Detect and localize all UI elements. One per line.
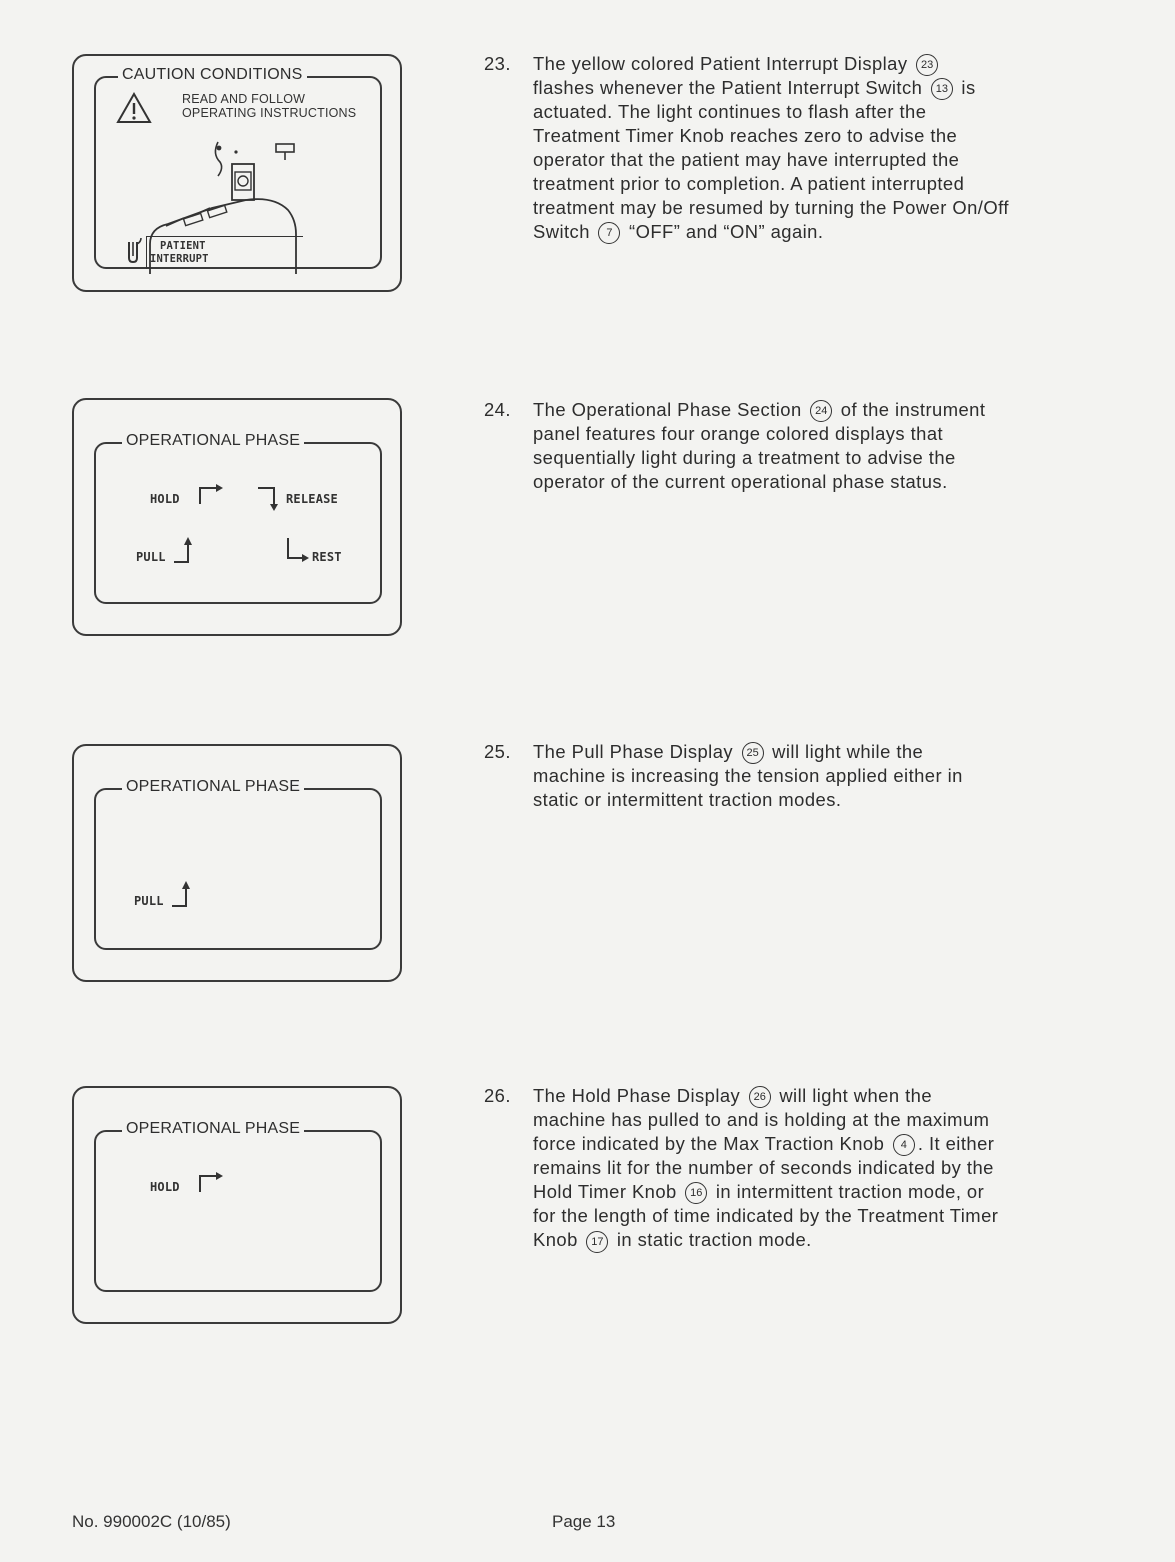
- phase-panel-pull: [72, 744, 402, 982]
- line: The Hold Phase Display: [533, 1085, 741, 1106]
- phase-inner-frame-hold: [94, 1120, 382, 1292]
- line: for the length of time indicated by the Treatment Timer: [533, 1205, 999, 1227]
- paragraph-text: [533, 398, 1093, 494]
- pull-label-only: PULL: [134, 894, 164, 908]
- line: will light while the: [772, 741, 924, 762]
- caution-panel: [72, 54, 402, 292]
- callout-number: 26: [749, 1086, 771, 1108]
- line: will light when the: [779, 1085, 932, 1106]
- line: The yellow colored Patient Interrupt Display: [533, 53, 908, 74]
- rest-arrow-icon: [284, 536, 310, 566]
- interrupt-label: INTERRUPT: [150, 253, 209, 265]
- callout-number: 17: [586, 1231, 608, 1253]
- hold-label-only: HOLD: [150, 1180, 180, 1194]
- line: panel features four orange colored displays that: [533, 423, 944, 445]
- line: Knob: [533, 1229, 578, 1251]
- pull-arrow-icon-only: [170, 880, 194, 912]
- release-label: RELEASE: [286, 492, 338, 506]
- phase-panel-all: [72, 398, 402, 636]
- page-number: Page 13: [552, 1512, 616, 1531]
- paragraph-text: [533, 1084, 1093, 1253]
- line: in static traction mode.: [616, 1229, 812, 1251]
- paragraph-text: [533, 52, 1093, 244]
- phase-title-all: OPERATIONAL PHASE: [122, 432, 304, 450]
- line: remains lit for the number of seconds indicated by the: [533, 1157, 994, 1179]
- paragraph-text: [533, 740, 1093, 812]
- caution-inner-frame: [94, 66, 382, 269]
- paragraph-number: 25.: [484, 741, 511, 762]
- paragraph-number: 23.: [484, 53, 511, 74]
- line: machine has pulled to and is holding at the maximum: [533, 1109, 990, 1131]
- line: Treatment Timer Knob reaches zero to advise the: [533, 125, 958, 147]
- warning-triangle-icon: [116, 92, 152, 124]
- line: operator that the patient may have interrupted the: [533, 149, 960, 171]
- phase-title-pull: OPERATIONAL PHASE: [122, 778, 304, 796]
- line: in intermittent traction mode, or: [715, 1181, 985, 1203]
- line: of the instrument: [840, 399, 986, 420]
- phase-inner-frame-all: [94, 432, 382, 604]
- line: actuated. The light continues to flash after the: [533, 101, 927, 123]
- pull-label: PULL: [136, 550, 166, 564]
- line: treatment prior to completion. A patient interrupted: [533, 173, 965, 195]
- phase-inner-frame-pull: [94, 778, 382, 950]
- pull-arrow-icon: [172, 536, 196, 568]
- caution-line2: OPERATING INSTRUCTIONS: [182, 106, 357, 120]
- caution-title: CAUTION CONDITIONS: [118, 66, 307, 84]
- hold-label: HOLD: [150, 492, 180, 506]
- paragraph-number: 26.: [484, 1085, 511, 1106]
- patient-label: PATIENT: [160, 240, 206, 252]
- callout-number: 4: [893, 1134, 915, 1156]
- callout-number: 7: [598, 222, 620, 244]
- line: is: [961, 77, 976, 99]
- line: Switch: [533, 221, 590, 243]
- callout-number: 23: [916, 54, 938, 76]
- callout-number: 13: [931, 78, 953, 100]
- line: treatment may be resumed by turning the Power On/Off: [533, 197, 1009, 219]
- line: The Operational Phase Section: [533, 399, 802, 420]
- patient-switch-icon: [126, 238, 142, 264]
- paragraph-number: 24.: [484, 399, 511, 420]
- line: The Pull Phase Display: [533, 741, 734, 762]
- callout-number: 25: [742, 742, 764, 764]
- line: machine is increasing the tension applied either in: [533, 765, 963, 787]
- line: Hold Timer Knob: [533, 1181, 677, 1203]
- phase-title-hold: OPERATIONAL PHASE: [122, 1120, 304, 1138]
- caution-line1: READ AND FOLLOW: [182, 92, 306, 106]
- line: static or intermittent traction modes.: [533, 789, 842, 811]
- line: sequentially light during a treatment to advise the: [533, 447, 956, 469]
- hold-arrow-icon: [196, 482, 224, 506]
- line: flashes whenever the Patient Interrupt Switch: [533, 77, 923, 99]
- document-number: No. 990002C (10/85): [72, 1512, 231, 1531]
- line: . It either: [917, 1133, 995, 1155]
- phase-panel-hold: [72, 1086, 402, 1324]
- hold-arrow-icon-only: [196, 1170, 224, 1194]
- callout-number: 24: [810, 400, 832, 422]
- line: operator of the current operational phase status.: [533, 471, 948, 493]
- line: “OFF” and “ON” again.: [629, 221, 824, 243]
- callout-number: 16: [685, 1182, 707, 1204]
- rest-label: REST: [312, 550, 342, 564]
- release-arrow-icon: [256, 484, 284, 512]
- line: force indicated by the Max Traction Knob: [533, 1133, 885, 1155]
